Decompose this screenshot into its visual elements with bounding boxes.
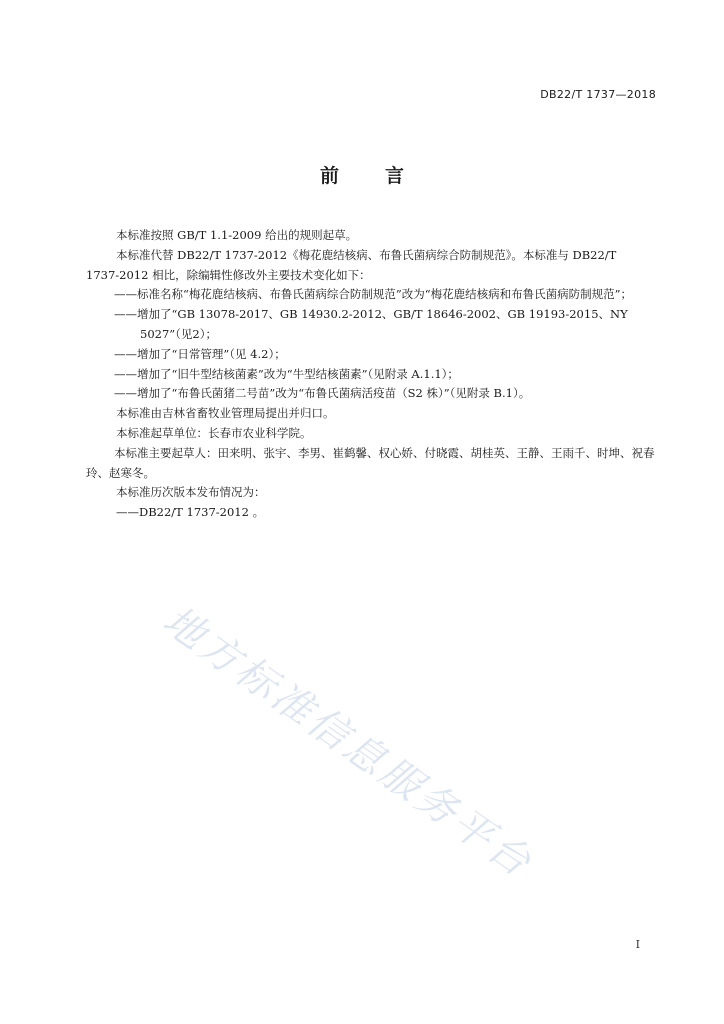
drafters-paragraph: 本标准主要起草人：田来明、张宇、李男、崔鹤馨、权心娇、付晓霞、胡桂英、王静、王雨千、时坤、祝春玲、赵寒冬。 bbox=[86, 445, 655, 480]
document-code: DB22/T 1737—2018 bbox=[540, 88, 656, 101]
title-char-2: 言 bbox=[385, 165, 405, 187]
drafting-unit-paragraph: 本标准起草单位：长春市农业科学院。 bbox=[116, 425, 312, 440]
change-item: ——增加了“旧牛型结核菌素”改为“牛型结核菌素”（见附录 A.1.1）； bbox=[114, 366, 459, 381]
proposer-paragraph: 本标准由吉林省畜牧业管理局提出并归口。 bbox=[116, 406, 335, 421]
page-title bbox=[0, 161, 724, 188]
change-item: ——增加了“GB 13078-2017、GB 14930.2-2012、GB/T 18646-2002、GB 19193-2015、NY 5027”（见2）； bbox=[114, 307, 628, 341]
foreword-body bbox=[88, 226, 656, 523]
title-char-1: 前 bbox=[319, 165, 339, 187]
replacement-paragraph-line1: 本标准代替 DB22/T 1737-2012《梅花鹿结核病、布鲁氏菌病综合防制规范》。本标准与 DB22/T bbox=[116, 247, 617, 262]
watermark: 地方标准信息服务平台 bbox=[154, 597, 542, 888]
page-number: I bbox=[635, 938, 640, 951]
change-item: ——增加了“日常管理”（见 4.2）； bbox=[114, 346, 286, 361]
drafting-rules-paragraph: 本标准按照 GB/T 1.1-2009 给出的规则起草。 bbox=[116, 228, 358, 242]
change-item: ——增加了“布鲁氏菌猪二号苗”改为“布鲁氏菌病活疫苗（S2 株）”（见附录 B.1）。 bbox=[114, 386, 531, 401]
change-item: ——标准名称“梅花鹿结核病、布鲁氏菌病综合防制规范”改为“梅花鹿结核病和布鲁氏菌病防制规范”； bbox=[114, 287, 633, 302]
history-label: 本标准历次版本发布情况为： bbox=[116, 485, 266, 500]
replacement-paragraph-line2: 1737-2012 相比，除编辑性修改外主要技术变化如下： bbox=[86, 267, 371, 282]
history-item: ——DB22/T 1737-2012 。 bbox=[116, 505, 265, 520]
